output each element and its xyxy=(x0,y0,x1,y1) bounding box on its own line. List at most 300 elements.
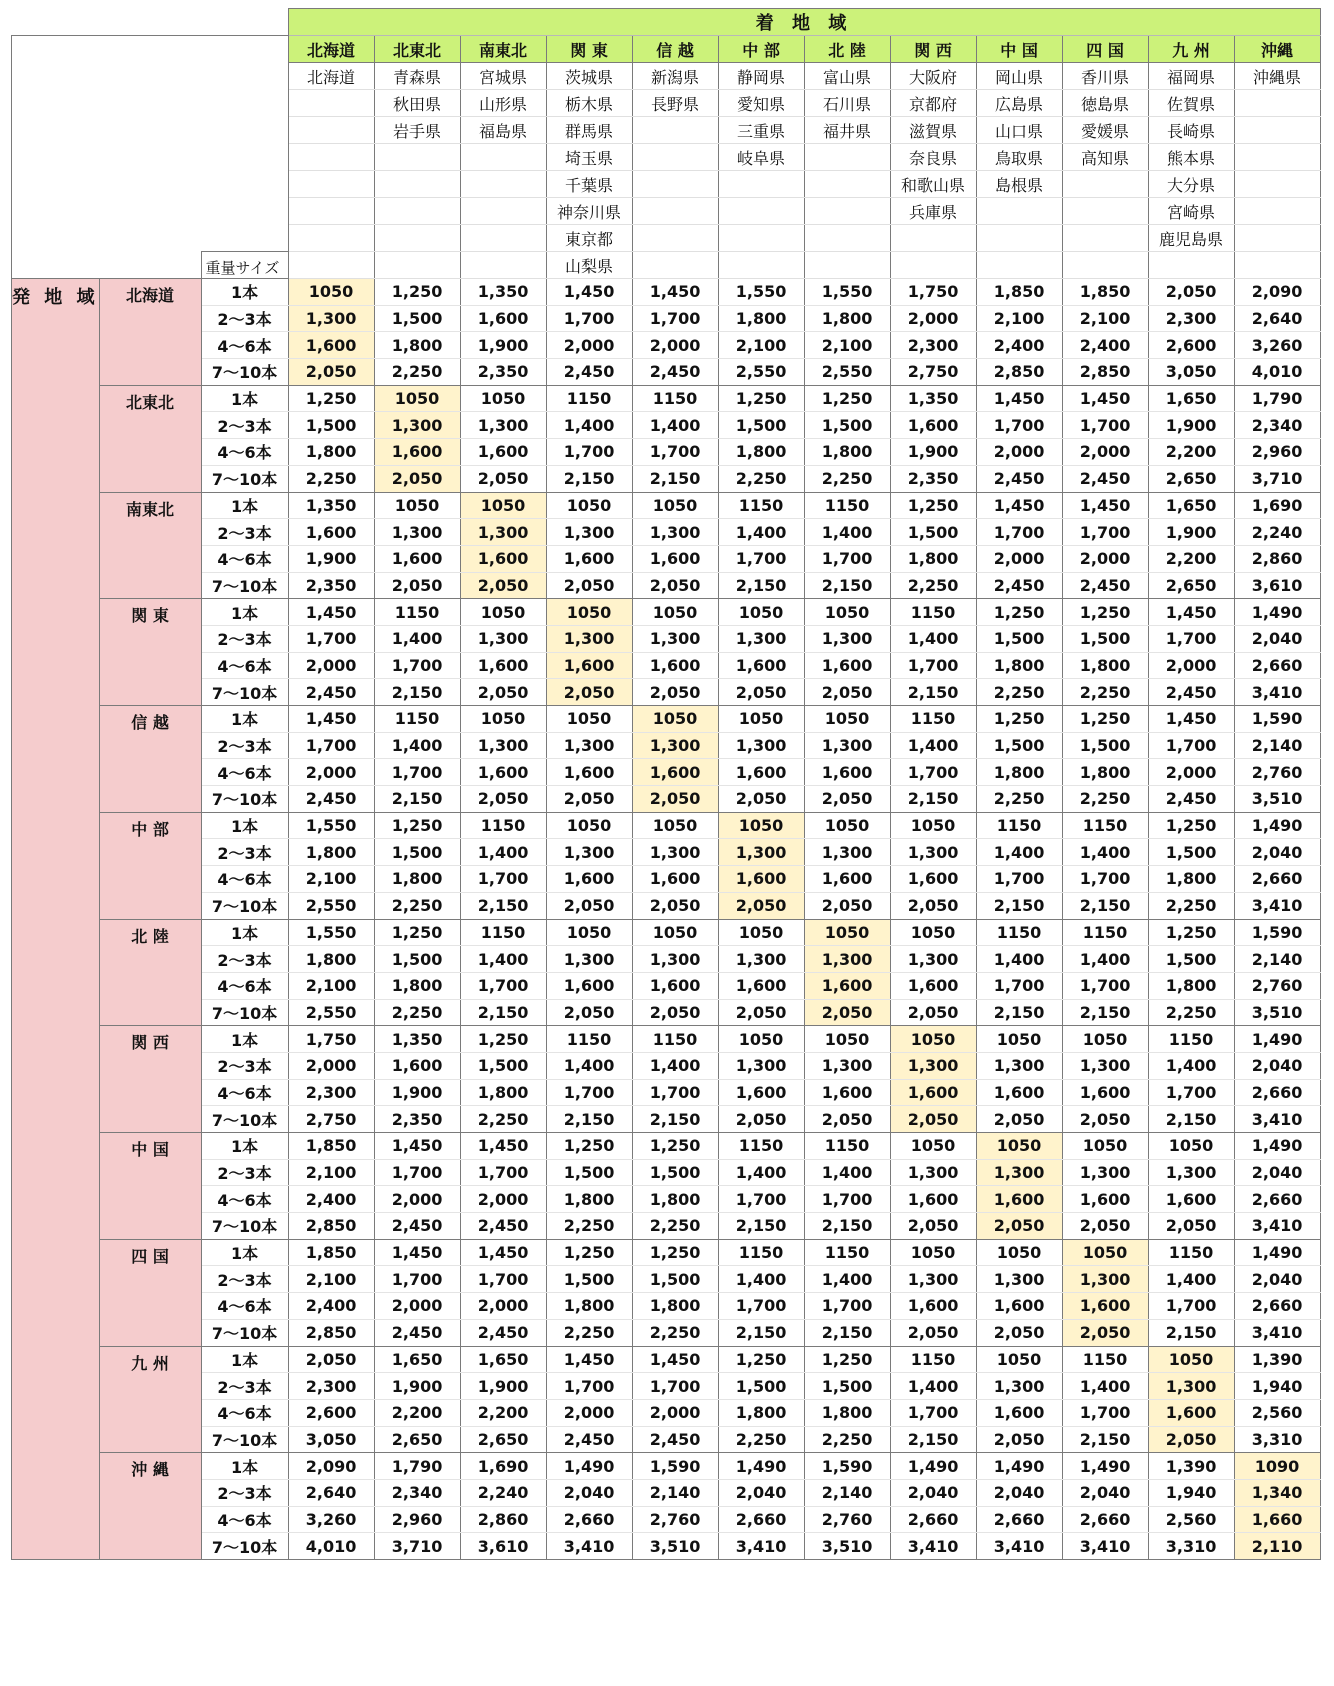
prefecture-cell xyxy=(288,252,374,279)
price-cell: 2,040 xyxy=(890,1479,976,1506)
price-cell: 2,450 xyxy=(1148,786,1234,813)
price-cell: 1,600 xyxy=(546,652,632,679)
price-cell: 1050 xyxy=(804,919,890,946)
price-cell: 1,700 xyxy=(718,1186,804,1213)
price-cell: 1,300 xyxy=(374,412,460,439)
price-cell: 2,450 xyxy=(1062,572,1148,599)
price-cell: 2,150 xyxy=(890,1426,976,1453)
prefecture-cell: 岐阜県 xyxy=(718,144,804,171)
price-cell: 3,410 xyxy=(976,1533,1062,1560)
price-cell: 1,450 xyxy=(374,1133,460,1160)
price-cell: 1,400 xyxy=(1148,1052,1234,1079)
weight-size-cell: 2～3本 xyxy=(201,1479,288,1506)
price-cell: 1,790 xyxy=(374,1453,460,1480)
price-cell: 1150 xyxy=(718,492,804,519)
price-cell: 1,590 xyxy=(804,1453,890,1480)
price-cell: 2,040 xyxy=(976,1479,1062,1506)
destination-header: 北 陸 xyxy=(804,36,890,63)
price-cell: 2,040 xyxy=(1062,1479,1148,1506)
price-cell: 3,510 xyxy=(632,1533,718,1560)
arrival-region-title: 着 地 域 xyxy=(288,9,1320,36)
price-cell: 2,250 xyxy=(976,679,1062,706)
weight-size-cell: 2～3本 xyxy=(201,1266,288,1293)
price-cell: 1,700 xyxy=(460,866,546,893)
prefecture-cell xyxy=(288,90,374,117)
price-cell: 1150 xyxy=(976,919,1062,946)
price-cell: 1,250 xyxy=(1062,599,1148,626)
prefecture-cell: 長野県 xyxy=(632,90,718,117)
price-cell: 1,490 xyxy=(1234,1026,1320,1053)
price-cell: 1150 xyxy=(1062,812,1148,839)
price-cell: 2,050 xyxy=(718,679,804,706)
price-cell: 1,600 xyxy=(976,1186,1062,1213)
price-cell: 2,100 xyxy=(288,1159,374,1186)
price-cell: 2,050 xyxy=(976,1319,1062,1346)
prefecture-cell: 広島県 xyxy=(976,90,1062,117)
price-cell: 2,450 xyxy=(288,786,374,813)
price-cell: 2,300 xyxy=(1148,305,1234,332)
price-cell: 1,800 xyxy=(890,545,976,572)
rate-row xyxy=(12,706,1321,733)
price-cell: 1,550 xyxy=(288,919,374,946)
price-cell: 1050 xyxy=(546,706,632,733)
price-cell: 1,300 xyxy=(718,946,804,973)
price-cell: 1,900 xyxy=(1148,519,1234,546)
price-cell: 2,150 xyxy=(1148,1106,1234,1133)
price-cell: 1,600 xyxy=(632,545,718,572)
price-cell: 2,040 xyxy=(718,1479,804,1506)
prefecture-cell: 京都府 xyxy=(890,90,976,117)
prefecture-cell xyxy=(976,252,1062,279)
price-cell: 1,850 xyxy=(288,1133,374,1160)
price-cell: 1,800 xyxy=(288,839,374,866)
price-cell: 3,410 xyxy=(1234,679,1320,706)
price-cell: 2,400 xyxy=(288,1186,374,1213)
rate-row xyxy=(12,465,1321,492)
price-cell: 2,550 xyxy=(288,892,374,919)
price-cell: 2,050 xyxy=(632,572,718,599)
destination-header: 四 国 xyxy=(1062,36,1148,63)
price-cell: 2,050 xyxy=(890,1319,976,1346)
price-cell: 1,750 xyxy=(890,279,976,306)
price-cell: 1,350 xyxy=(374,1026,460,1053)
price-cell: 1,690 xyxy=(460,1453,546,1480)
price-cell: 1150 xyxy=(1062,1346,1148,1373)
price-cell: 1,600 xyxy=(546,972,632,999)
price-cell: 1050 xyxy=(718,706,804,733)
prefecture-cell: 石川県 xyxy=(804,90,890,117)
origin-region-name: 中 国 xyxy=(99,1133,201,1240)
price-cell: 1,450 xyxy=(288,706,374,733)
price-cell: 1,300 xyxy=(890,946,976,973)
price-cell: 2,650 xyxy=(1148,465,1234,492)
price-cell: 2,150 xyxy=(718,1319,804,1346)
rate-row xyxy=(12,1399,1321,1426)
price-cell: 2,000 xyxy=(976,545,1062,572)
rate-row xyxy=(12,866,1321,893)
price-cell: 2,250 xyxy=(288,465,374,492)
prefecture-cell xyxy=(288,144,374,171)
price-cell: 1050 xyxy=(546,599,632,626)
price-cell: 1,340 xyxy=(1234,1479,1320,1506)
destination-row xyxy=(12,36,1321,63)
weight-size-cell: 4～6本 xyxy=(201,866,288,893)
price-cell: 1,350 xyxy=(890,385,976,412)
price-cell: 1,300 xyxy=(1062,1159,1148,1186)
price-cell: 2,100 xyxy=(718,332,804,359)
price-cell: 2,660 xyxy=(1062,1506,1148,1533)
rate-row xyxy=(12,1453,1321,1480)
prefecture-cell xyxy=(1062,252,1148,279)
price-cell: 2,200 xyxy=(374,1399,460,1426)
price-cell: 1,600 xyxy=(632,759,718,786)
price-cell: 2,250 xyxy=(1148,892,1234,919)
prefecture-cell xyxy=(718,252,804,279)
destination-header: 九 州 xyxy=(1148,36,1234,63)
price-cell: 1,600 xyxy=(804,866,890,893)
price-cell: 1,300 xyxy=(804,946,890,973)
price-cell: 1,600 xyxy=(804,1079,890,1106)
price-cell: 2,000 xyxy=(1062,545,1148,572)
price-cell: 3,410 xyxy=(1234,892,1320,919)
price-cell: 1,600 xyxy=(460,305,546,332)
weight-size-cell: 2～3本 xyxy=(201,305,288,332)
price-cell: 1050 xyxy=(1062,1133,1148,1160)
price-cell: 2,760 xyxy=(1234,972,1320,999)
price-cell: 2,250 xyxy=(460,1106,546,1133)
rate-row xyxy=(12,732,1321,759)
price-cell: 2,050 xyxy=(1062,1213,1148,1240)
price-cell: 2,450 xyxy=(1148,679,1234,706)
price-cell: 1,390 xyxy=(1234,1346,1320,1373)
price-cell: 1,300 xyxy=(288,305,374,332)
price-cell: 2,450 xyxy=(976,572,1062,599)
prefecture-cell: 徳島県 xyxy=(1062,90,1148,117)
price-cell: 1,300 xyxy=(718,839,804,866)
price-cell: 1,800 xyxy=(718,439,804,466)
price-cell: 1,900 xyxy=(890,439,976,466)
price-cell: 1,500 xyxy=(546,1266,632,1293)
origin-region-name: 中 部 xyxy=(99,812,201,919)
prefecture-cell: 山梨県 xyxy=(546,252,632,279)
price-cell: 2,650 xyxy=(1148,572,1234,599)
price-cell: 2,450 xyxy=(1062,465,1148,492)
price-cell: 2,450 xyxy=(632,359,718,386)
price-cell: 1,700 xyxy=(1148,1079,1234,1106)
price-cell: 2,760 xyxy=(1234,759,1320,786)
prefecture-cell: 福岡県 xyxy=(1148,63,1234,90)
prefecture-cell: 富山県 xyxy=(804,63,890,90)
weight-size-cell: 1本 xyxy=(201,1239,288,1266)
price-cell: 1,700 xyxy=(1148,732,1234,759)
price-cell: 1,850 xyxy=(1062,279,1148,306)
rate-row xyxy=(12,1533,1321,1560)
price-cell: 2,100 xyxy=(288,866,374,893)
price-cell: 1150 xyxy=(1062,919,1148,946)
weight-size-cell: 2～3本 xyxy=(201,625,288,652)
prefecture-cell xyxy=(460,171,546,198)
price-cell: 2,050 xyxy=(1148,1426,1234,1453)
prefecture-cell xyxy=(632,144,718,171)
prefecture-cell xyxy=(460,198,546,225)
origin-region-name: 関 西 xyxy=(99,1026,201,1133)
price-cell: 1,500 xyxy=(632,1159,718,1186)
price-cell: 1,300 xyxy=(460,625,546,652)
price-cell: 1,700 xyxy=(1148,625,1234,652)
price-cell: 2,640 xyxy=(1234,305,1320,332)
price-cell: 1,700 xyxy=(976,519,1062,546)
prefecture-cell: 東京都 xyxy=(546,225,632,252)
price-cell: 2,200 xyxy=(1148,439,1234,466)
price-cell: 1,500 xyxy=(460,1052,546,1079)
price-cell: 2,000 xyxy=(546,332,632,359)
price-cell: 1,700 xyxy=(976,412,1062,439)
price-cell: 1,700 xyxy=(804,545,890,572)
price-cell: 2,050 xyxy=(460,786,546,813)
price-cell: 1,400 xyxy=(460,839,546,866)
price-cell: 1,700 xyxy=(890,652,976,679)
price-cell: 1,400 xyxy=(718,519,804,546)
price-cell: 1,700 xyxy=(546,439,632,466)
price-cell: 1,300 xyxy=(632,839,718,866)
price-cell: 1,550 xyxy=(718,279,804,306)
price-cell: 1,450 xyxy=(1148,706,1234,733)
prefecture-cell xyxy=(976,225,1062,252)
price-cell: 1,600 xyxy=(1062,1293,1148,1320)
price-cell: 1,490 xyxy=(890,1453,976,1480)
price-cell: 2,040 xyxy=(1234,1266,1320,1293)
origin-region-name: 四 国 xyxy=(99,1239,201,1346)
price-cell: 1,250 xyxy=(374,919,460,946)
prefecture-cell: 千葉県 xyxy=(546,171,632,198)
price-cell: 2,450 xyxy=(546,1426,632,1453)
price-cell: 1,600 xyxy=(890,866,976,893)
price-cell: 2,050 xyxy=(374,572,460,599)
price-cell: 2,050 xyxy=(718,999,804,1026)
price-cell: 2,850 xyxy=(1062,359,1148,386)
weight-size-cell: 2～3本 xyxy=(201,839,288,866)
price-cell: 2,050 xyxy=(718,786,804,813)
price-cell: 2,050 xyxy=(546,572,632,599)
prefecture-cell xyxy=(288,225,374,252)
price-cell: 1150 xyxy=(804,1133,890,1160)
price-cell: 1050 xyxy=(890,1133,976,1160)
price-cell: 2,250 xyxy=(718,465,804,492)
price-cell: 1,300 xyxy=(546,519,632,546)
prefecture-cell xyxy=(718,225,804,252)
price-cell: 2,050 xyxy=(632,786,718,813)
rate-row xyxy=(12,1079,1321,1106)
price-cell: 1,300 xyxy=(890,839,976,866)
price-cell: 1,700 xyxy=(546,1079,632,1106)
price-cell: 1,300 xyxy=(460,519,546,546)
price-cell: 1050 xyxy=(890,1026,976,1053)
prefecture-cell: 和歌山県 xyxy=(890,171,976,198)
price-cell: 2,400 xyxy=(1062,332,1148,359)
price-cell: 1090 xyxy=(1234,1453,1320,1480)
price-cell: 2,650 xyxy=(460,1426,546,1453)
price-cell: 2,850 xyxy=(976,359,1062,386)
price-cell: 1,700 xyxy=(976,866,1062,893)
price-cell: 2,050 xyxy=(890,1106,976,1133)
price-cell: 2,750 xyxy=(288,1106,374,1133)
price-cell: 3,710 xyxy=(374,1533,460,1560)
price-cell: 1,800 xyxy=(374,866,460,893)
price-cell: 2,150 xyxy=(890,679,976,706)
prefecture-cell xyxy=(804,225,890,252)
price-cell: 1,500 xyxy=(374,946,460,973)
price-cell: 1,300 xyxy=(546,732,632,759)
rate-row xyxy=(12,786,1321,813)
price-cell: 1,450 xyxy=(1062,492,1148,519)
price-cell: 2,350 xyxy=(890,465,976,492)
price-cell: 1,350 xyxy=(460,279,546,306)
weight-size-cell: 2～3本 xyxy=(201,1373,288,1400)
price-cell: 2,250 xyxy=(804,1426,890,1453)
price-cell: 1,450 xyxy=(976,492,1062,519)
price-cell: 2,760 xyxy=(804,1506,890,1533)
prefecture-cell xyxy=(1062,198,1148,225)
price-cell: 1,250 xyxy=(976,706,1062,733)
weight-size-cell: 1本 xyxy=(201,706,288,733)
price-cell: 1,300 xyxy=(546,625,632,652)
price-cell: 2,600 xyxy=(1148,332,1234,359)
price-cell: 1,690 xyxy=(1234,492,1320,519)
destination-header: 北東北 xyxy=(374,36,460,63)
price-cell: 2,250 xyxy=(1062,679,1148,706)
price-cell: 1150 xyxy=(460,812,546,839)
price-cell: 2,000 xyxy=(546,1399,632,1426)
price-cell: 1,940 xyxy=(1148,1479,1234,1506)
price-cell: 1,800 xyxy=(976,652,1062,679)
price-cell: 1050 xyxy=(546,812,632,839)
weight-size-cell: 1本 xyxy=(201,1453,288,1480)
origin-region-name: 信 越 xyxy=(99,706,201,813)
price-cell: 2,250 xyxy=(890,572,976,599)
price-cell: 2,250 xyxy=(632,1319,718,1346)
destination-header: 関 西 xyxy=(890,36,976,63)
weight-size-cell: 7～10本 xyxy=(201,999,288,1026)
price-cell: 1,700 xyxy=(546,305,632,332)
origin-region-title: 発 地 域 xyxy=(12,279,100,1560)
price-cell: 2,300 xyxy=(288,1079,374,1106)
price-cell: 3,410 xyxy=(546,1533,632,1560)
price-cell: 2,000 xyxy=(632,332,718,359)
price-cell: 1,400 xyxy=(1062,946,1148,973)
weight-size-cell: 1本 xyxy=(201,1133,288,1160)
price-cell: 2,050 xyxy=(976,1426,1062,1453)
weight-size-cell: 4～6本 xyxy=(201,439,288,466)
price-cell: 1,250 xyxy=(632,1133,718,1160)
price-cell: 1,800 xyxy=(288,946,374,973)
price-cell: 1050 xyxy=(976,1133,1062,1160)
price-cell: 2,050 xyxy=(890,1213,976,1240)
price-cell: 2,300 xyxy=(288,1373,374,1400)
price-cell: 3,710 xyxy=(1234,465,1320,492)
price-cell: 1,300 xyxy=(632,625,718,652)
price-cell: 2,090 xyxy=(288,1453,374,1480)
price-cell: 2,040 xyxy=(1234,1052,1320,1079)
price-cell: 1,300 xyxy=(804,1052,890,1079)
rate-row xyxy=(12,972,1321,999)
price-cell: 1,650 xyxy=(374,1346,460,1373)
price-cell: 2,050 xyxy=(460,572,546,599)
price-cell: 1,400 xyxy=(890,1373,976,1400)
price-cell: 1050 xyxy=(460,706,546,733)
price-cell: 2,050 xyxy=(632,679,718,706)
price-cell: 2,000 xyxy=(288,759,374,786)
price-cell: 2,450 xyxy=(374,1213,460,1240)
price-cell: 1,800 xyxy=(718,305,804,332)
price-cell: 2,660 xyxy=(1234,652,1320,679)
price-cell: 1,500 xyxy=(632,1266,718,1293)
prefecture-cell xyxy=(976,198,1062,225)
price-cell: 1,600 xyxy=(718,866,804,893)
weight-size-cell: 2～3本 xyxy=(201,1052,288,1079)
price-cell: 1,250 xyxy=(1148,919,1234,946)
price-cell: 2,450 xyxy=(546,359,632,386)
weight-size-cell: 7～10本 xyxy=(201,465,288,492)
weight-size-cell: 2～3本 xyxy=(201,732,288,759)
prefecture-cell xyxy=(890,252,976,279)
prefecture-cell xyxy=(1234,171,1320,198)
price-cell: 1050 xyxy=(546,919,632,946)
prefecture-cell: 三重県 xyxy=(718,117,804,144)
rate-row xyxy=(12,305,1321,332)
weight-size-cell: 7～10本 xyxy=(201,1213,288,1240)
prefecture-cell xyxy=(1234,117,1320,144)
price-cell: 1,500 xyxy=(718,412,804,439)
prefecture-cell: 神奈川県 xyxy=(546,198,632,225)
price-cell: 1,500 xyxy=(546,1159,632,1186)
price-cell: 1,700 xyxy=(1062,1399,1148,1426)
prefecture-cell xyxy=(1234,252,1320,279)
prefecture-cell xyxy=(632,117,718,144)
price-cell: 3,410 xyxy=(890,1533,976,1560)
price-cell: 1,660 xyxy=(1234,1506,1320,1533)
price-cell: 3,510 xyxy=(1234,999,1320,1026)
price-cell: 1,600 xyxy=(546,759,632,786)
price-cell: 1,600 xyxy=(1062,1079,1148,1106)
price-cell: 1,400 xyxy=(374,625,460,652)
price-cell: 3,410 xyxy=(1234,1106,1320,1133)
price-cell: 1,700 xyxy=(460,1266,546,1293)
prefecture-cell xyxy=(374,252,460,279)
prefecture-cell: 新潟県 xyxy=(632,63,718,90)
price-cell: 2,040 xyxy=(1234,625,1320,652)
price-cell: 2,040 xyxy=(1234,1159,1320,1186)
prefecture-cell: 福島県 xyxy=(460,117,546,144)
price-cell: 3,050 xyxy=(1148,359,1234,386)
prefecture-cell xyxy=(1148,252,1234,279)
price-cell: 1150 xyxy=(546,1026,632,1053)
prefecture-cell: 秋田県 xyxy=(374,90,460,117)
price-cell: 1,800 xyxy=(804,439,890,466)
price-cell: 1,550 xyxy=(288,812,374,839)
corner-blank xyxy=(12,9,289,36)
weight-size-cell: 2～3本 xyxy=(201,412,288,439)
price-cell: 1,300 xyxy=(976,1373,1062,1400)
price-cell: 1,700 xyxy=(546,1373,632,1400)
price-cell: 1,300 xyxy=(546,946,632,973)
price-cell: 1,300 xyxy=(1062,1266,1148,1293)
price-cell: 1,500 xyxy=(718,1373,804,1400)
prefecture-cell xyxy=(632,198,718,225)
price-cell: 2,250 xyxy=(632,1213,718,1240)
price-cell: 1,700 xyxy=(288,732,374,759)
prefecture-cell xyxy=(632,171,718,198)
weight-size-cell: 4～6本 xyxy=(201,759,288,786)
